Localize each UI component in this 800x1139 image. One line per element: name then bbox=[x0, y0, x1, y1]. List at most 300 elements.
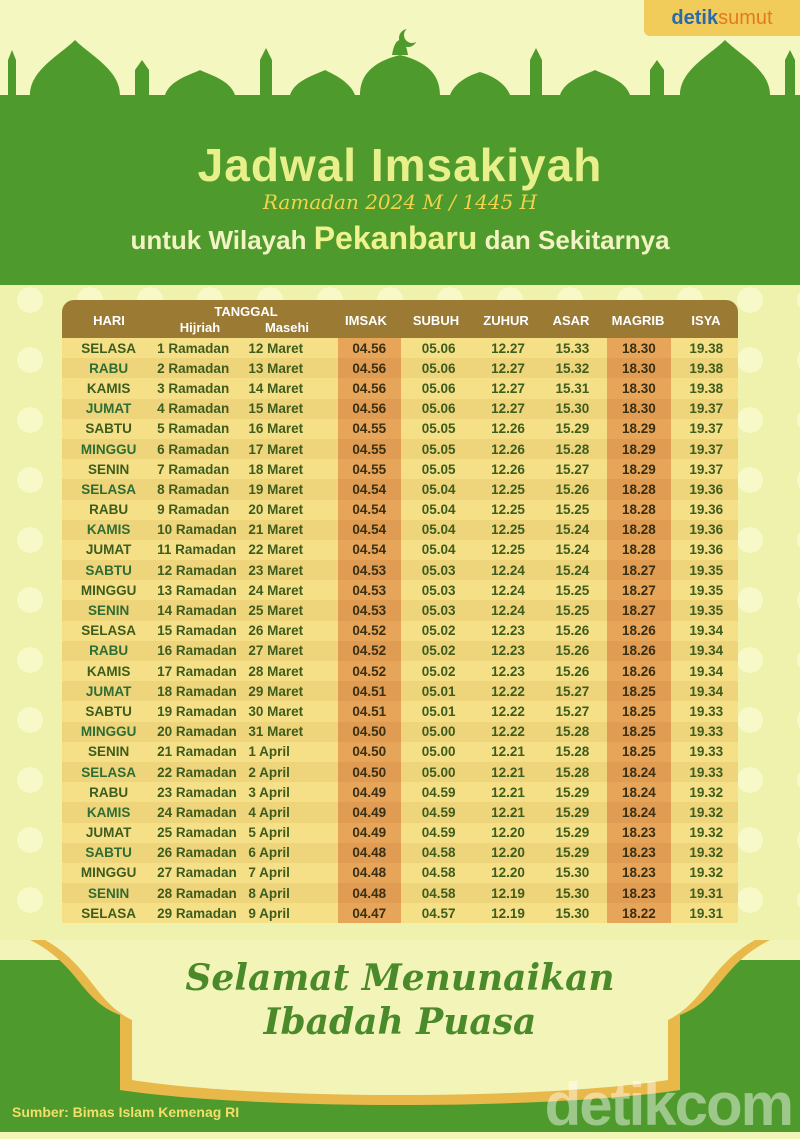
cell-masehi: 20 Maret bbox=[248, 502, 304, 518]
cell-asar: 15.30 bbox=[555, 905, 590, 921]
cell-hari: SELASA bbox=[81, 481, 136, 497]
cell-hari: MINGGU bbox=[80, 724, 137, 740]
cell-hijriah: 16 Ramadan bbox=[157, 643, 237, 659]
cell-imsak: 04.55 bbox=[338, 459, 401, 479]
cell-asar: 15.30 bbox=[555, 885, 590, 901]
cell-hari: KAMIS bbox=[86, 522, 131, 538]
cell-magrib: 18.28 bbox=[607, 500, 670, 520]
cell-subuh: 04.58 bbox=[421, 845, 456, 861]
cell-zuhur: 12.26 bbox=[491, 461, 525, 477]
cell-isya: 19.32 bbox=[689, 845, 724, 861]
cell-imsak: 04.50 bbox=[338, 742, 401, 762]
cell-hari: KAMIS bbox=[86, 663, 131, 679]
cell-masehi: 9 April bbox=[248, 905, 290, 921]
cell-zuhur: 12.21 bbox=[491, 764, 525, 780]
cell-asar: 15.26 bbox=[555, 663, 590, 679]
brand-badge bbox=[644, 0, 800, 36]
cell-hijriah: 15 Ramadan bbox=[157, 623, 237, 639]
cell-imsak: 04.52 bbox=[338, 661, 401, 681]
cell-hijriah: 24 Ramadan bbox=[157, 804, 237, 820]
cell-zuhur: 12.20 bbox=[491, 865, 525, 881]
cell-subuh: 05.04 bbox=[421, 522, 456, 538]
cell-hijriah: 5 Ramadan bbox=[157, 421, 230, 437]
cell-magrib: 18.29 bbox=[607, 439, 670, 459]
table-row bbox=[62, 540, 738, 560]
cell-magrib: 18.24 bbox=[607, 802, 670, 822]
cell-magrib: 18.30 bbox=[607, 338, 670, 358]
cell-asar: 15.29 bbox=[555, 804, 590, 820]
cell-hijriah: 11 Ramadan bbox=[157, 542, 236, 558]
cell-masehi: 8 April bbox=[248, 885, 290, 901]
cell-imsak: 04.56 bbox=[338, 399, 401, 419]
cell-asar: 15.28 bbox=[555, 744, 590, 760]
cell-zuhur: 12.26 bbox=[491, 421, 525, 437]
cell-masehi: 3 April bbox=[248, 784, 290, 800]
cell-asar: 15.24 bbox=[555, 542, 590, 558]
cell-imsak: 04.54 bbox=[338, 500, 401, 520]
cell-hijriah: 8 Ramadan bbox=[157, 481, 230, 497]
cell-hari: SABTU bbox=[85, 562, 132, 578]
header-zuhur: ZUHUR bbox=[483, 313, 529, 328]
cell-zuhur: 12.21 bbox=[491, 744, 525, 760]
cell-magrib: 18.28 bbox=[607, 540, 670, 560]
cell-imsak: 04.52 bbox=[338, 621, 401, 641]
cell-subuh: 05.01 bbox=[421, 703, 456, 719]
cell-hijriah: 2 Ramadan bbox=[157, 360, 230, 376]
table-row bbox=[62, 863, 738, 883]
cell-zuhur: 12.25 bbox=[491, 481, 525, 497]
cell-subuh: 05.00 bbox=[421, 744, 456, 760]
cell-hari: JUMAT bbox=[85, 825, 132, 841]
cell-hari: SABTU bbox=[85, 703, 132, 719]
cell-asar: 15.27 bbox=[555, 461, 590, 477]
cell-masehi: 16 Maret bbox=[248, 421, 304, 437]
cell-subuh: 05.04 bbox=[421, 502, 456, 518]
cell-isya: 19.33 bbox=[689, 764, 724, 780]
cell-hijriah: 6 Ramadan bbox=[157, 441, 230, 457]
table-row bbox=[62, 661, 738, 681]
table-row bbox=[62, 459, 738, 479]
cell-masehi: 17 Maret bbox=[248, 441, 304, 457]
cell-hijriah: 23 Ramadan bbox=[157, 784, 237, 800]
cell-asar: 15.25 bbox=[555, 603, 590, 619]
cell-hijriah: 12 Ramadan bbox=[157, 562, 237, 578]
greeting-text bbox=[0, 956, 800, 1044]
table-row bbox=[62, 500, 738, 520]
cell-masehi: 18 Maret bbox=[248, 461, 304, 477]
cell-zuhur: 12.27 bbox=[491, 380, 525, 396]
cell-subuh: 05.00 bbox=[421, 724, 456, 740]
cell-isya: 19.31 bbox=[689, 905, 724, 921]
cell-asar: 15.29 bbox=[555, 845, 590, 861]
header-isya: ISYA bbox=[691, 313, 721, 328]
cell-imsak: 04.48 bbox=[338, 863, 401, 883]
cell-subuh: 04.58 bbox=[421, 865, 456, 881]
cell-isya: 19.34 bbox=[689, 683, 724, 699]
cell-masehi: 24 Maret bbox=[248, 582, 304, 598]
header-asar: ASAR bbox=[552, 313, 590, 328]
cell-hari: SELASA bbox=[81, 340, 136, 356]
cell-masehi: 29 Maret bbox=[248, 683, 304, 699]
cell-imsak: 04.56 bbox=[338, 358, 401, 378]
table-row bbox=[62, 338, 738, 358]
table-row bbox=[62, 742, 738, 762]
table-row bbox=[62, 600, 738, 620]
header-masehi: Masehi bbox=[264, 320, 310, 335]
table-row bbox=[62, 399, 738, 419]
cell-magrib: 18.30 bbox=[607, 399, 670, 419]
cell-hari: SENIN bbox=[87, 461, 130, 477]
cell-imsak: 04.49 bbox=[338, 823, 401, 843]
cell-isya: 19.33 bbox=[689, 703, 724, 719]
cell-masehi: 30 Maret bbox=[248, 703, 304, 719]
cell-zuhur: 12.19 bbox=[491, 905, 525, 921]
cell-zuhur: 12.21 bbox=[491, 784, 525, 800]
cell-subuh: 05.03 bbox=[421, 562, 456, 578]
cell-magrib: 18.27 bbox=[607, 580, 670, 600]
cell-imsak: 04.53 bbox=[338, 600, 401, 620]
cell-isya: 19.34 bbox=[689, 623, 724, 639]
cell-isya: 19.36 bbox=[689, 502, 724, 518]
cell-asar: 15.24 bbox=[555, 522, 590, 538]
cell-isya: 19.34 bbox=[689, 643, 724, 659]
cell-isya: 19.33 bbox=[689, 744, 724, 760]
cell-isya: 19.32 bbox=[689, 865, 724, 881]
table-row bbox=[62, 722, 738, 742]
page-title: Jadwal Imsakiyah bbox=[197, 139, 603, 191]
cell-imsak: 04.49 bbox=[338, 802, 401, 822]
cell-imsak: 04.48 bbox=[338, 843, 401, 863]
cell-hijriah: 1 Ramadan bbox=[157, 340, 230, 356]
detikcom-watermark: detikcom bbox=[544, 1071, 792, 1138]
cell-zuhur: 12.24 bbox=[491, 562, 525, 578]
header-tanggal: TANGGAL bbox=[214, 304, 278, 319]
region-city: Pekanbaru bbox=[313, 220, 478, 256]
table-header bbox=[62, 300, 738, 338]
brand-part2: sumut bbox=[718, 6, 773, 29]
cell-isya: 19.32 bbox=[689, 804, 724, 820]
cell-subuh: 05.06 bbox=[421, 340, 456, 356]
cell-isya: 19.33 bbox=[689, 724, 724, 740]
cell-masehi: 7 April bbox=[248, 865, 290, 881]
cell-imsak: 04.50 bbox=[338, 722, 401, 742]
header-imsak: IMSAK bbox=[345, 313, 387, 328]
table-row bbox=[62, 419, 738, 439]
cell-hijriah: 19 Ramadan bbox=[157, 703, 237, 719]
cell-masehi: 6 April bbox=[248, 845, 290, 861]
cell-zuhur: 12.25 bbox=[491, 542, 525, 558]
cell-imsak: 04.47 bbox=[338, 903, 401, 923]
cell-hari: SABTU bbox=[85, 845, 132, 861]
cell-subuh: 05.02 bbox=[421, 623, 456, 639]
cell-zuhur: 12.21 bbox=[491, 804, 525, 820]
table-row bbox=[62, 802, 738, 822]
cell-hari: RABU bbox=[89, 643, 129, 659]
cell-subuh: 05.05 bbox=[421, 421, 456, 437]
cell-subuh: 04.59 bbox=[421, 825, 456, 841]
cell-hari: RABU bbox=[89, 360, 129, 376]
table-row bbox=[62, 903, 738, 923]
cell-hijriah: 14 Ramadan bbox=[157, 603, 237, 619]
cell-isya: 19.36 bbox=[689, 481, 724, 497]
cell-magrib: 18.25 bbox=[607, 681, 670, 701]
cell-subuh: 05.04 bbox=[421, 481, 456, 497]
cell-magrib: 18.26 bbox=[607, 661, 670, 681]
cell-hari: SELASA bbox=[81, 905, 136, 921]
cell-magrib: 18.23 bbox=[607, 863, 670, 883]
cell-magrib: 18.30 bbox=[607, 358, 670, 378]
cell-masehi: 2 April bbox=[248, 764, 290, 780]
cell-asar: 15.26 bbox=[555, 643, 590, 659]
cell-magrib: 18.23 bbox=[607, 843, 670, 863]
cell-hijriah: 7 Ramadan bbox=[157, 461, 230, 477]
cell-zuhur: 12.27 bbox=[491, 360, 525, 376]
region-prefix: untuk Wilayah bbox=[130, 225, 307, 255]
cell-hijriah: 28 Ramadan bbox=[157, 885, 237, 901]
cell-magrib: 18.24 bbox=[607, 782, 670, 802]
cell-masehi: 5 April bbox=[248, 825, 290, 841]
greeting-line1: Selamat Menunaikan bbox=[185, 957, 615, 999]
cell-hari: KAMIS bbox=[86, 380, 131, 396]
cell-zuhur: 12.20 bbox=[491, 845, 525, 861]
cell-hari: MINGGU bbox=[80, 582, 137, 598]
cell-asar: 15.29 bbox=[555, 784, 590, 800]
cell-hari: SELASA bbox=[81, 623, 136, 639]
table-row bbox=[62, 883, 738, 903]
cell-isya: 19.38 bbox=[689, 360, 724, 376]
cell-asar: 15.30 bbox=[555, 865, 590, 881]
region-suffix: dan Sekitarnya bbox=[484, 225, 670, 255]
table-row bbox=[62, 762, 738, 782]
cell-subuh: 04.58 bbox=[421, 885, 456, 901]
cell-masehi: 31 Maret bbox=[248, 724, 304, 740]
table-row bbox=[62, 378, 738, 398]
cell-masehi: 15 Maret bbox=[248, 401, 304, 417]
cell-isya: 19.38 bbox=[689, 340, 724, 356]
cell-imsak: 04.53 bbox=[338, 580, 401, 600]
cell-subuh: 04.59 bbox=[421, 804, 456, 820]
cell-hari: JUMAT bbox=[85, 401, 132, 417]
cell-hari: SENIN bbox=[87, 603, 130, 619]
brand-part1: detik bbox=[671, 6, 719, 29]
cell-hijriah: 4 Ramadan bbox=[157, 401, 230, 417]
cell-imsak: 04.54 bbox=[338, 520, 401, 540]
cell-hijriah: 10 Ramadan bbox=[157, 522, 237, 538]
source-credit: Sumber: Bimas Islam Kemenag RI bbox=[12, 1104, 240, 1120]
cell-isya: 19.35 bbox=[689, 603, 724, 619]
cell-asar: 15.28 bbox=[555, 724, 590, 740]
cell-zuhur: 12.25 bbox=[491, 502, 525, 518]
cell-magrib: 18.25 bbox=[607, 742, 670, 762]
cell-subuh: 04.57 bbox=[421, 905, 456, 921]
cell-masehi: 4 April bbox=[248, 804, 290, 820]
cell-magrib: 18.26 bbox=[607, 641, 670, 661]
table-row bbox=[62, 358, 738, 378]
cell-zuhur: 12.24 bbox=[491, 582, 525, 598]
cell-subuh: 05.06 bbox=[421, 401, 456, 417]
cell-subuh: 05.03 bbox=[421, 582, 456, 598]
cell-imsak: 04.52 bbox=[338, 641, 401, 661]
table-row bbox=[62, 520, 738, 540]
schedule-table bbox=[62, 300, 738, 923]
table-row bbox=[62, 782, 738, 802]
cell-isya: 19.35 bbox=[689, 562, 724, 578]
table-row bbox=[62, 681, 738, 701]
cell-hijriah: 21 Ramadan bbox=[157, 744, 237, 760]
cell-magrib: 18.28 bbox=[607, 520, 670, 540]
cell-subuh: 05.06 bbox=[421, 360, 456, 376]
cell-magrib: 18.25 bbox=[607, 722, 670, 742]
cell-hari: SABTU bbox=[85, 421, 132, 437]
cell-isya: 19.37 bbox=[689, 441, 724, 457]
cell-imsak: 04.48 bbox=[338, 883, 401, 903]
cell-hijriah: 17 Ramadan bbox=[157, 663, 237, 679]
cell-zuhur: 12.23 bbox=[491, 643, 525, 659]
cell-imsak: 04.56 bbox=[338, 338, 401, 358]
cell-hari: RABU bbox=[89, 502, 129, 518]
cell-hari: SENIN bbox=[87, 744, 130, 760]
table-row bbox=[62, 843, 738, 863]
cell-isya: 19.34 bbox=[689, 663, 724, 679]
cell-hijriah: 20 Ramadan bbox=[157, 724, 237, 740]
cell-zuhur: 12.22 bbox=[491, 703, 525, 719]
cell-imsak: 04.56 bbox=[338, 378, 401, 398]
cell-magrib: 18.25 bbox=[607, 701, 670, 721]
cell-hijriah: 26 Ramadan bbox=[157, 845, 237, 861]
cell-asar: 15.27 bbox=[555, 703, 590, 719]
cell-zuhur: 12.24 bbox=[491, 603, 525, 619]
cell-imsak: 04.55 bbox=[338, 419, 401, 439]
cell-asar: 15.26 bbox=[555, 481, 590, 497]
cell-magrib: 18.23 bbox=[607, 823, 670, 843]
cell-imsak: 04.50 bbox=[338, 762, 401, 782]
header-subuh: SUBUH bbox=[412, 313, 460, 328]
cell-isya: 19.37 bbox=[689, 401, 724, 417]
cell-isya: 19.31 bbox=[689, 885, 724, 901]
header-hijriah: Hijriah bbox=[179, 320, 221, 335]
cell-hijriah: 25 Ramadan bbox=[157, 825, 237, 841]
cell-imsak: 04.53 bbox=[338, 560, 401, 580]
cell-zuhur: 12.27 bbox=[491, 340, 525, 356]
cell-asar: 15.33 bbox=[555, 340, 590, 356]
cell-zuhur: 12.23 bbox=[491, 663, 525, 679]
cell-magrib: 18.29 bbox=[607, 419, 670, 439]
cell-hijriah: 27 Ramadan bbox=[157, 865, 237, 881]
cell-hijriah: 29 Ramadan bbox=[157, 905, 237, 921]
greeting-line2: Ibadah Puasa bbox=[263, 1001, 537, 1043]
cell-magrib: 18.24 bbox=[607, 762, 670, 782]
cell-masehi: 19 Maret bbox=[248, 481, 304, 497]
cell-zuhur: 12.19 bbox=[491, 885, 525, 901]
page-subtitle: Ramadan 2024 M / 1445 H bbox=[262, 190, 538, 214]
cell-zuhur: 12.23 bbox=[491, 623, 525, 639]
cell-magrib: 18.30 bbox=[607, 378, 670, 398]
table-row bbox=[62, 641, 738, 661]
table-row bbox=[62, 823, 738, 843]
cell-subuh: 05.06 bbox=[421, 380, 456, 396]
cell-hari: KAMIS bbox=[86, 804, 131, 820]
cell-masehi: 26 Maret bbox=[248, 623, 304, 639]
cell-subuh: 05.03 bbox=[421, 603, 456, 619]
cell-asar: 15.31 bbox=[555, 380, 590, 396]
cell-subuh: 05.05 bbox=[421, 441, 456, 457]
cell-hijriah: 22 Ramadan bbox=[157, 764, 237, 780]
cell-zuhur: 12.26 bbox=[491, 441, 525, 457]
cell-hijriah: 9 Ramadan bbox=[157, 502, 230, 518]
cell-imsak: 04.51 bbox=[338, 681, 401, 701]
cell-isya: 19.36 bbox=[689, 542, 724, 558]
region-line bbox=[0, 220, 800, 257]
cell-subuh: 05.04 bbox=[421, 542, 456, 558]
cell-magrib: 18.29 bbox=[607, 459, 670, 479]
cell-isya: 19.32 bbox=[689, 784, 724, 800]
cell-subuh: 05.02 bbox=[421, 663, 456, 679]
table-row bbox=[62, 439, 738, 459]
cell-subuh: 05.02 bbox=[421, 643, 456, 659]
cell-hari: RABU bbox=[89, 784, 129, 800]
cell-subuh: 04.59 bbox=[421, 784, 456, 800]
cell-asar: 15.32 bbox=[555, 360, 590, 376]
cell-magrib: 18.27 bbox=[607, 560, 670, 580]
cell-magrib: 18.28 bbox=[607, 479, 670, 499]
cell-masehi: 23 Maret bbox=[248, 562, 304, 578]
cell-hari: SENIN bbox=[87, 885, 130, 901]
cell-isya: 19.32 bbox=[689, 825, 724, 841]
cell-imsak: 04.51 bbox=[338, 701, 401, 721]
cell-asar: 15.29 bbox=[555, 421, 590, 437]
cell-hijriah: 3 Ramadan bbox=[157, 380, 230, 396]
cell-asar: 15.30 bbox=[555, 401, 590, 417]
header-magrib: MAGRIB bbox=[611, 313, 665, 328]
cell-masehi: 27 Maret bbox=[248, 643, 304, 659]
cell-asar: 15.26 bbox=[555, 623, 590, 639]
cell-subuh: 05.00 bbox=[421, 764, 456, 780]
cell-magrib: 18.22 bbox=[607, 903, 670, 923]
cell-hari: MINGGU bbox=[80, 441, 137, 457]
cell-imsak: 04.54 bbox=[338, 540, 401, 560]
cell-masehi: 14 Maret bbox=[248, 380, 304, 396]
table-row bbox=[62, 701, 738, 721]
cell-imsak: 04.49 bbox=[338, 782, 401, 802]
cell-subuh: 05.01 bbox=[421, 683, 456, 699]
cell-magrib: 18.27 bbox=[607, 600, 670, 620]
cell-imsak: 04.54 bbox=[338, 479, 401, 499]
cell-magrib: 18.23 bbox=[607, 883, 670, 903]
cell-isya: 19.37 bbox=[689, 421, 724, 437]
table-row bbox=[62, 479, 738, 499]
header-hari: HARI bbox=[93, 313, 125, 328]
cell-asar: 15.24 bbox=[555, 562, 590, 578]
cell-hari: MINGGU bbox=[80, 865, 137, 881]
cell-magrib: 18.26 bbox=[607, 621, 670, 641]
cell-asar: 15.29 bbox=[555, 825, 590, 841]
table-body bbox=[62, 338, 738, 923]
cell-hijriah: 18 Ramadan bbox=[157, 683, 237, 699]
cell-masehi: 21 Maret bbox=[248, 522, 304, 538]
cell-hari: JUMAT bbox=[85, 683, 132, 699]
table-row bbox=[62, 560, 738, 580]
cell-zuhur: 12.27 bbox=[491, 401, 525, 417]
cell-hari: JUMAT bbox=[85, 542, 132, 558]
cell-masehi: 12 Maret bbox=[248, 340, 304, 356]
cell-isya: 19.35 bbox=[689, 582, 724, 598]
cell-asar: 15.28 bbox=[555, 764, 590, 780]
cell-isya: 19.36 bbox=[689, 522, 724, 538]
cell-masehi: 13 Maret bbox=[248, 360, 304, 376]
cell-imsak: 04.55 bbox=[338, 439, 401, 459]
cell-asar: 15.25 bbox=[555, 582, 590, 598]
cell-zuhur: 12.22 bbox=[491, 724, 525, 740]
